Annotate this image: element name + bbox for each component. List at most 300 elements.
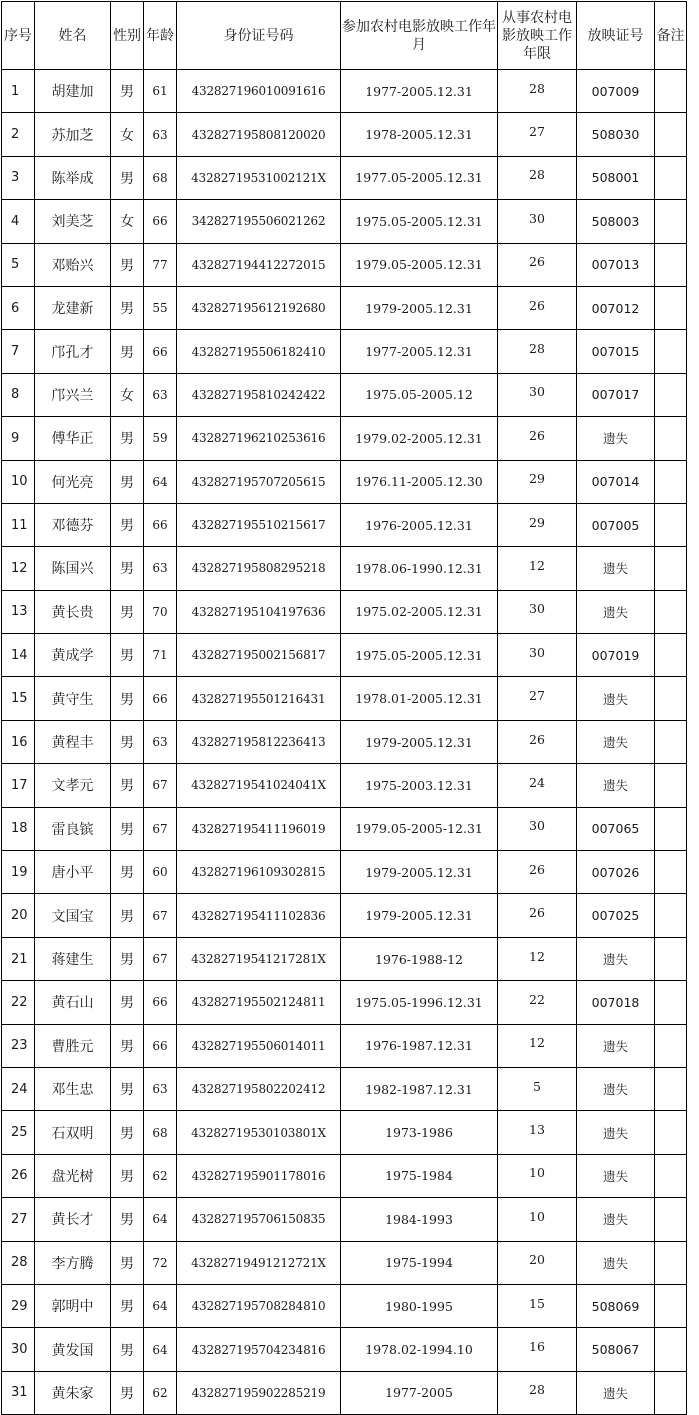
cell-years: 15 [498,1284,577,1327]
cell-years: 26 [498,243,577,286]
cell-license: 508001 [577,156,655,199]
cell-age: 63 [144,373,177,416]
header-start-period: 参加农村电影放映工作年月 [341,2,498,70]
cell-name: 黄成学 [35,634,111,677]
cell-name: 黄守生 [35,677,111,720]
cell-age: 64 [144,460,177,503]
cell-start-period: 1975-1994 [341,1241,498,1284]
cell-license: 007014 [577,460,655,503]
cell-age: 66 [144,981,177,1024]
cell-note [655,113,687,156]
cell-license: 遗失 [577,547,655,590]
cell-no: 20 [2,894,35,937]
cell-license: 遗失 [577,937,655,980]
cell-years: 12 [498,547,577,590]
cell-id-number: 43282719530103801X [177,1111,341,1154]
cell-id-number: 432827195002156817 [177,634,341,677]
table-row [2,286,687,329]
cell-name: 邓德芬 [35,503,111,546]
cell-note [655,634,687,677]
cell-sex: 男 [111,156,144,199]
cell-license: 508067 [577,1328,655,1371]
cell-years: 28 [498,330,577,373]
cell-years: 28 [498,1371,577,1414]
cell-name: 蒋建生 [35,937,111,980]
cell-note [655,1067,687,1110]
cell-sex: 男 [111,807,144,850]
cell-license: 007013 [577,243,655,286]
cell-name: 何光亮 [35,460,111,503]
cell-id-number: 432827195802202412 [177,1067,341,1110]
cell-id-number: 432827195902285219 [177,1371,341,1414]
cell-no: 23 [2,1024,35,1067]
cell-id-number: 432827195506182410 [177,330,341,373]
cell-age: 64 [144,1328,177,1371]
cell-no: 26 [2,1154,35,1197]
cell-note [655,894,687,937]
cell-start-period: 1978-2005.12.31 [341,113,498,156]
cell-name: 盘光树 [35,1154,111,1197]
cell-sex: 男 [111,1284,144,1327]
cell-sex: 男 [111,894,144,937]
cell-age: 55 [144,286,177,329]
cell-years: 30 [498,200,577,243]
table-row [2,1024,687,1067]
cell-no: 25 [2,1111,35,1154]
cell-license: 007019 [577,634,655,677]
table-row [2,894,687,937]
table-row [2,677,687,720]
cell-years: 24 [498,764,577,807]
cell-years: 28 [498,156,577,199]
cell-no: 8 [2,373,35,416]
cell-note [655,503,687,546]
cell-sex: 男 [111,243,144,286]
cell-age: 72 [144,1241,177,1284]
cell-note [655,373,687,416]
cell-no: 31 [2,1371,35,1414]
cell-age: 66 [144,503,177,546]
cell-note [655,243,687,286]
cell-years: 30 [498,373,577,416]
cell-years: 29 [498,460,577,503]
cell-no: 6 [2,286,35,329]
cell-no: 17 [2,764,35,807]
cell-no: 15 [2,677,35,720]
cell-note [655,286,687,329]
cell-sex: 男 [111,1241,144,1284]
cell-name: 苏加芝 [35,113,111,156]
cell-note [655,156,687,199]
cell-start-period: 1976-2005.12.31 [341,503,498,546]
cell-years: 26 [498,720,577,763]
cell-id-number: 432827195612192680 [177,286,341,329]
cell-years: 27 [498,677,577,720]
cell-note [655,720,687,763]
cell-license: 007017 [577,373,655,416]
cell-years: 26 [498,894,577,937]
cell-sex: 男 [111,1024,144,1067]
cell-name: 龙建新 [35,286,111,329]
cell-name: 胡建加 [35,70,111,113]
cell-no: 3 [2,156,35,199]
cell-license: 508030 [577,113,655,156]
cell-no: 27 [2,1198,35,1241]
header-row [2,2,687,70]
cell-no: 1 [2,70,35,113]
cell-name: 邓生忠 [35,1067,111,1110]
cell-license: 遗失 [577,720,655,763]
cell-name: 黄朱家 [35,1371,111,1414]
cell-note [655,1198,687,1241]
cell-name: 黄长才 [35,1198,111,1241]
cell-license: 007065 [577,807,655,850]
cell-name: 文孝元 [35,764,111,807]
table-row [2,937,687,980]
cell-sex: 男 [111,634,144,677]
cell-sex: 女 [111,373,144,416]
table-row [2,1328,687,1371]
cell-license: 508003 [577,200,655,243]
cell-no: 28 [2,1241,35,1284]
cell-start-period: 1977-2005 [341,1371,498,1414]
cell-sex: 男 [111,547,144,590]
cell-age: 60 [144,851,177,894]
cell-start-period: 1984-1993 [341,1198,498,1241]
cell-start-period: 1979-2005.12.31 [341,851,498,894]
table-row [2,156,687,199]
cell-sex: 男 [111,851,144,894]
cell-id-number: 432827195502124811 [177,981,341,1024]
cell-license: 遗失 [577,1371,655,1414]
table-row [2,113,687,156]
cell-name: 黄长贵 [35,590,111,633]
cell-note [655,981,687,1024]
cell-name: 曹胜元 [35,1024,111,1067]
cell-note [655,547,687,590]
table-row [2,503,687,546]
cell-age: 68 [144,1111,177,1154]
cell-start-period: 1982-1987.12.31 [341,1067,498,1110]
cell-note [655,1284,687,1327]
cell-years: 30 [498,807,577,850]
cell-no: 19 [2,851,35,894]
cell-start-period: 1975.05-2005.12 [341,373,498,416]
cell-note [655,1328,687,1371]
cell-no: 7 [2,330,35,373]
cell-age: 67 [144,807,177,850]
cell-start-period: 1973-1986 [341,1111,498,1154]
cell-age: 71 [144,634,177,677]
cell-note [655,1154,687,1197]
cell-note [655,937,687,980]
cell-years: 22 [498,981,577,1024]
cell-start-period: 1979.05-2005.12.31 [341,243,498,286]
cell-age: 61 [144,70,177,113]
cell-id-number: 432827196010091616 [177,70,341,113]
cell-years: 10 [498,1154,577,1197]
cell-start-period: 1976.11-2005.12.30 [341,460,498,503]
cell-sex: 男 [111,70,144,113]
cell-note [655,1024,687,1067]
cell-years: 29 [498,503,577,546]
cell-id-number: 432827195901178016 [177,1154,341,1197]
cell-no: 22 [2,981,35,1024]
cell-no: 21 [2,937,35,980]
cell-no: 18 [2,807,35,850]
cell-sex: 男 [111,590,144,633]
cell-id-number: 432827195501216431 [177,677,341,720]
cell-years: 12 [498,937,577,980]
cell-start-period: 1975-1984 [341,1154,498,1197]
cell-license: 007025 [577,894,655,937]
table-row [2,590,687,633]
cell-age: 64 [144,1198,177,1241]
cell-note [655,590,687,633]
cell-age: 67 [144,937,177,980]
cell-id-number: 432827195104197636 [177,590,341,633]
cell-age: 62 [144,1154,177,1197]
cell-no: 24 [2,1067,35,1110]
header-sex: 性别 [111,2,144,70]
cell-name: 黄石山 [35,981,111,1024]
cell-sex: 男 [111,1328,144,1371]
cell-name: 陈举成 [35,156,111,199]
cell-start-period: 1977.05-2005.12.31 [341,156,498,199]
cell-years: 26 [498,286,577,329]
cell-start-period: 1979-2005.12.31 [341,720,498,763]
cell-license: 007005 [577,503,655,546]
cell-years: 16 [498,1328,577,1371]
cell-sex: 女 [111,113,144,156]
cell-note [655,417,687,460]
cell-no: 13 [2,590,35,633]
table-row [2,417,687,460]
cell-id-number: 432827195706150835 [177,1198,341,1241]
cell-sex: 男 [111,677,144,720]
cell-start-period: 1978.01-2005.12.31 [341,677,498,720]
cell-no: 10 [2,460,35,503]
cell-no: 30 [2,1328,35,1371]
cell-years: 30 [498,634,577,677]
cell-sex: 男 [111,937,144,980]
cell-years: 13 [498,1111,577,1154]
cell-id-number: 43282719491212721X [177,1241,341,1284]
cell-age: 59 [144,417,177,460]
cell-age: 66 [144,200,177,243]
cell-note [655,807,687,850]
cell-years: 10 [498,1198,577,1241]
table-row [2,634,687,677]
header-name: 姓名 [35,2,111,70]
cell-years: 5 [498,1067,577,1110]
cell-sex: 男 [111,1154,144,1197]
cell-id-number: 432827196210253616 [177,417,341,460]
table-row [2,70,687,113]
cell-id-number: 43282719541217281X [177,937,341,980]
cell-years: 20 [498,1241,577,1284]
table-row [2,1371,687,1414]
cell-id-number: 432827195411196019 [177,807,341,850]
cell-name: 黄发国 [35,1328,111,1371]
cell-name: 石双明 [35,1111,111,1154]
cell-start-period: 1979.02-2005.12.31 [341,417,498,460]
cell-years: 30 [498,590,577,633]
cell-start-period: 1975-2003.12.31 [341,764,498,807]
cell-age: 67 [144,894,177,937]
cell-no: 16 [2,720,35,763]
table-row [2,1154,687,1197]
projectionist-roster-table [1,1,687,1415]
cell-id-number: 432827195707205615 [177,460,341,503]
table-row [2,547,687,590]
cell-age: 62 [144,1371,177,1414]
cell-age: 64 [144,1284,177,1327]
cell-start-period: 1977-2005.12.31 [341,70,498,113]
cell-id-number: 432827195411102836 [177,894,341,937]
cell-years: 26 [498,417,577,460]
cell-age: 66 [144,677,177,720]
header-note: 备注 [655,2,687,70]
cell-no: 14 [2,634,35,677]
cell-sex: 男 [111,981,144,1024]
cell-note [655,460,687,503]
cell-sex: 女 [111,200,144,243]
header-age: 年龄 [144,2,177,70]
cell-start-period: 1976-1988-12 [341,937,498,980]
cell-name: 傅华正 [35,417,111,460]
cell-start-period: 1980-1995 [341,1284,498,1327]
cell-sex: 男 [111,417,144,460]
cell-license: 遗失 [577,1198,655,1241]
cell-sex: 男 [111,1198,144,1241]
cell-id-number: 432827195812236413 [177,720,341,763]
cell-start-period: 1979-2005.12.31 [341,894,498,937]
cell-no: 5 [2,243,35,286]
cell-no: 2 [2,113,35,156]
table-row [2,330,687,373]
cell-license: 遗失 [577,677,655,720]
cell-license: 遗失 [577,764,655,807]
cell-age: 67 [144,764,177,807]
cell-note [655,1241,687,1284]
cell-note [655,330,687,373]
table-row [2,1198,687,1241]
cell-id-number: 432827195506014011 [177,1024,341,1067]
cell-age: 70 [144,590,177,633]
cell-no: 4 [2,200,35,243]
header-years: 从事农村电影放映工作年限 [498,2,577,70]
table-row [2,851,687,894]
cell-age: 63 [144,720,177,763]
cell-name: 郭明中 [35,1284,111,1327]
table-row [2,1111,687,1154]
cell-note [655,1111,687,1154]
table-row [2,1284,687,1327]
cell-sex: 男 [111,1371,144,1414]
cell-start-period: 1977-2005.12.31 [341,330,498,373]
cell-sex: 男 [111,330,144,373]
cell-note [655,677,687,720]
cell-name: 陈国兴 [35,547,111,590]
cell-note [655,200,687,243]
table-row [2,200,687,243]
cell-license: 007018 [577,981,655,1024]
cell-age: 63 [144,113,177,156]
table-row [2,460,687,503]
cell-license: 007009 [577,70,655,113]
table-row [2,720,687,763]
cell-license: 007015 [577,330,655,373]
table-row [2,1067,687,1110]
table-row [2,373,687,416]
cell-start-period: 1979-2005.12.31 [341,286,498,329]
cell-name: 刘美芝 [35,200,111,243]
cell-no: 9 [2,417,35,460]
cell-name: 邝孔才 [35,330,111,373]
cell-license: 007026 [577,851,655,894]
cell-sex: 男 [111,286,144,329]
cell-id-number: 432827196109302815 [177,851,341,894]
table-row [2,1241,687,1284]
cell-sex: 男 [111,1067,144,1110]
cell-license: 遗失 [577,1241,655,1284]
cell-name: 唐小平 [35,851,111,894]
cell-years: 28 [498,70,577,113]
cell-id-number: 432827195708284810 [177,1284,341,1327]
cell-note [655,764,687,807]
cell-age: 68 [144,156,177,199]
cell-name: 邓贻兴 [35,243,111,286]
cell-id-number: 43282719541024041X [177,764,341,807]
cell-license: 508069 [577,1284,655,1327]
cell-license: 遗失 [577,417,655,460]
cell-id-number: 432827195510215617 [177,503,341,546]
cell-start-period: 1978.06-1990.12.31 [341,547,498,590]
cell-age: 66 [144,1024,177,1067]
table-row [2,243,687,286]
cell-age: 66 [144,330,177,373]
cell-name: 文国宝 [35,894,111,937]
cell-id-number: 432827195810242422 [177,373,341,416]
cell-start-period: 1975.05-2005.12.31 [341,200,498,243]
cell-license: 007012 [577,286,655,329]
cell-id-number: 432827195808120020 [177,113,341,156]
cell-sex: 男 [111,720,144,763]
cell-id-number: 43282719531002121X [177,156,341,199]
cell-id-number: 432827195808295218 [177,547,341,590]
cell-age: 77 [144,243,177,286]
cell-id-number: 432827195704234816 [177,1328,341,1371]
cell-start-period: 1976-1987.12.31 [341,1024,498,1067]
cell-note [655,1371,687,1414]
cell-no: 29 [2,1284,35,1327]
header-id-number: 身份证号码 [177,2,341,70]
cell-note [655,851,687,894]
cell-name: 黄程丰 [35,720,111,763]
cell-sex: 男 [111,1111,144,1154]
cell-sex: 男 [111,460,144,503]
cell-no: 12 [2,547,35,590]
cell-years: 26 [498,851,577,894]
cell-id-number: 342827195506021262 [177,200,341,243]
cell-sex: 男 [111,503,144,546]
cell-license: 遗失 [577,1024,655,1067]
cell-id-number: 432827194412272015 [177,243,341,286]
cell-license: 遗失 [577,1111,655,1154]
cell-start-period: 1975.05-2005.12.31 [341,634,498,677]
cell-name: 雷良镔 [35,807,111,850]
